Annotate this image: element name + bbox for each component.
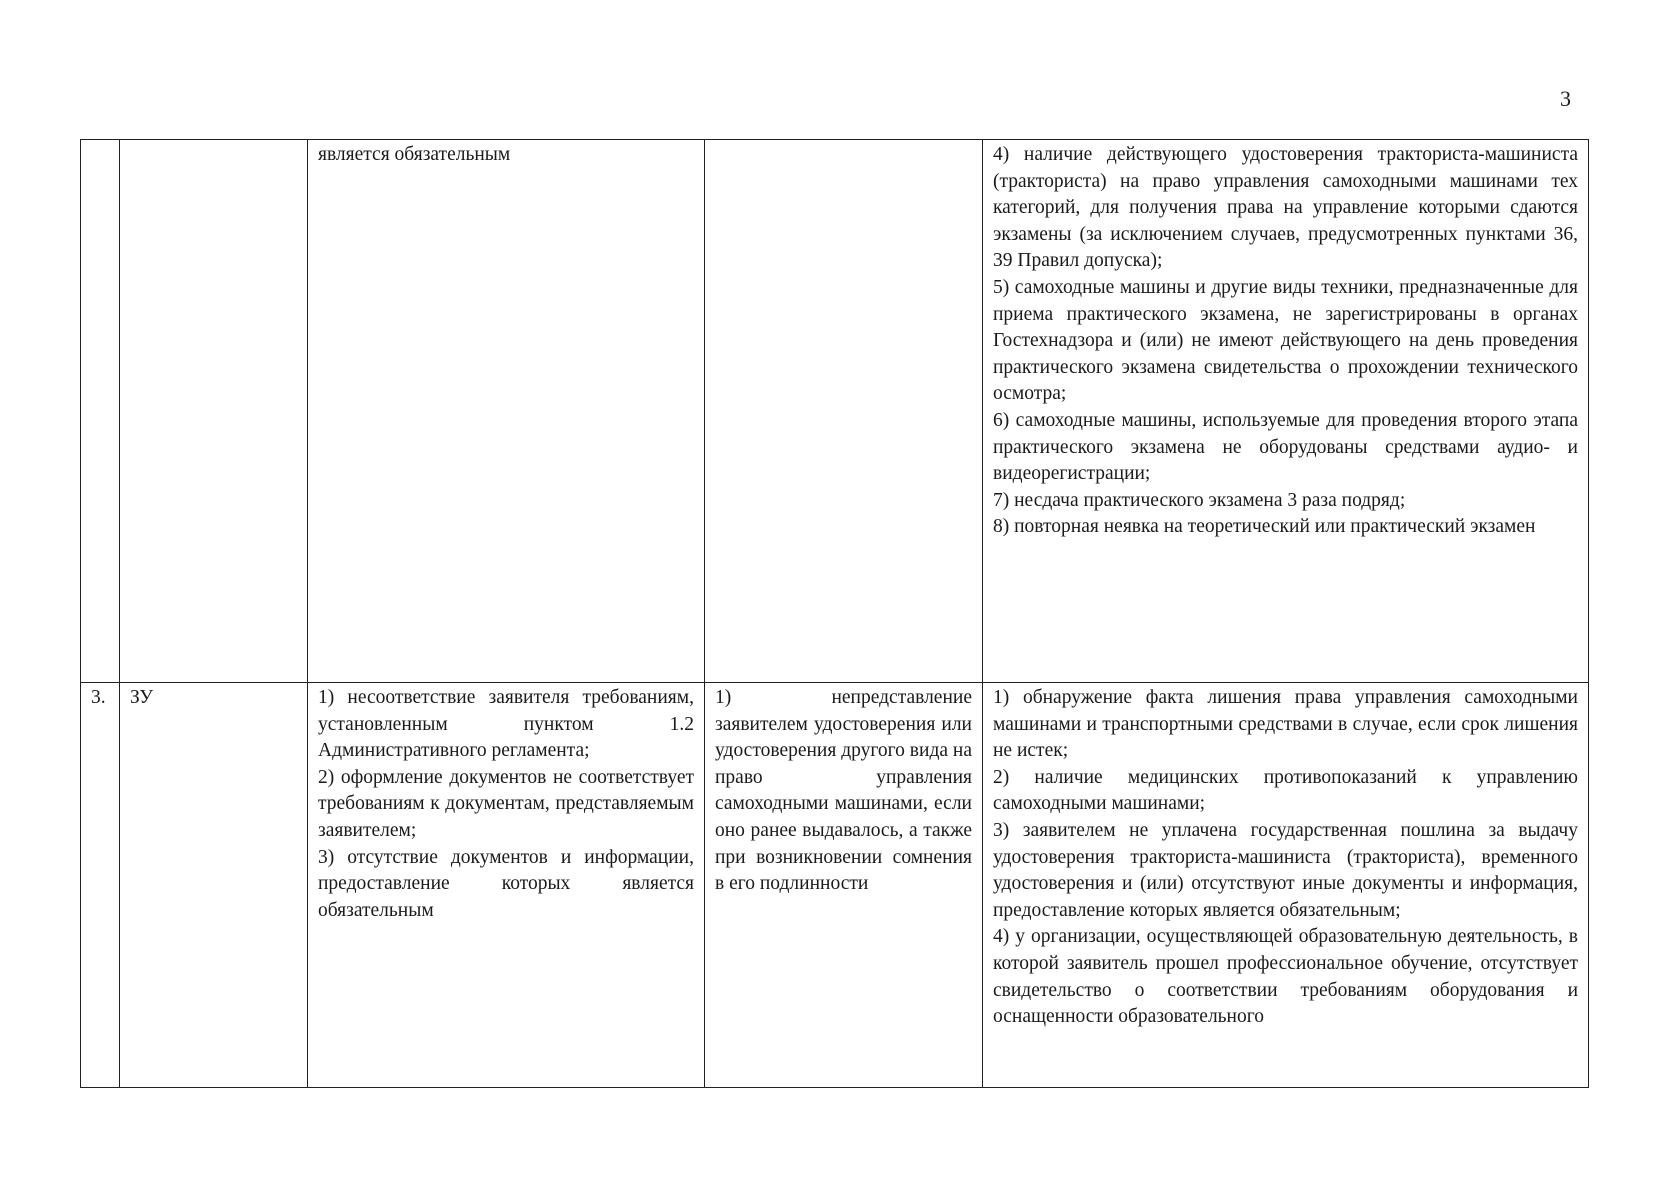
cell-paragraph: 5) самоходные машины и другие виды техники, предназначенные для приема практического экзамена, не зарегистрированы в органах Гостехнадзора и (или) не имеют действующего на день проведения практического экзамена свидетельства о прохождении технического осмотра; [993,276,1578,405]
cell-paragraph: 1) обнаружение факта лишения права управления самоходными машинами и транспортными средствами в случае, если срок лишения не истек; [993,687,1578,762]
column-3-cell [308,140,705,683]
cell-paragraph: 7) несдача практического экзамена 3 раза подряд; [993,489,1406,511]
column-5-cell [983,683,1589,1088]
table-row [81,140,1589,683]
cell-paragraph: 2) оформление документов не соответствует требованиям к документам, представляемым заявителем; [318,766,694,841]
row-code-cell: ЗУ [120,683,308,1088]
cell-paragraph: 4) у организации, осуществляющей образовательную деятельность, в которой заявитель прошел профессиональное обучение, отсутствует свидетельство о соответствии требованиям оборудования и оснащенности образовательного [993,926,1578,1028]
row-code-cell [120,140,308,683]
column-5-cell [983,140,1589,683]
cell-paragraph: 2) наличие медицинских противопоказаний к управлению самоходными машинами; [993,766,1578,815]
row-number-cell [81,140,120,683]
column-4-cell [705,140,983,683]
table-row [81,683,1589,1088]
grounds-table [80,139,1589,1088]
cell-paragraph: 8) повторная неявка на теоретический или практический экзамен [993,516,1536,538]
cell-paragraph: 1) несоответствие заявителя требованиям, установленным пунктом 1.2 Административного регламента; [318,687,694,762]
cell-paragraph: 4) наличие действующего удостоверения тракториста-машиниста (тракториста) на право управления самоходными машинами тех категорий, для получения права на управление которыми сдаются экзамены (за исключением случаев, предусмотренных пунктами 36, 39 Правил допуска); [993,144,1578,272]
column-3-cell [308,683,705,1088]
column-4-cell [705,683,983,1088]
page-number: 3 [1560,86,1571,111]
cell-paragraph: 3) отсутствие документов и информации, предоставление которых является обязательным [318,846,694,921]
row-number-cell: 3. [81,683,120,1088]
cell-paragraph: 1) непредставление заявителем удостоверения или удостоверения другого вида на право управления самоходными машинами, если оно ранее выдавалось, а также при возникновении сомнения в его подлинности [715,687,972,895]
cell-paragraph: является обязательным [318,144,511,165]
cell-paragraph: 6) самоходные машины, используемые для проведения второго этапа практического экзамена не оборудованы средствами аудио- и видеорегистрации; [993,409,1578,485]
cell-paragraph: 3) заявителем не уплачена государственная пошлина за выдачу удостоверения тракториста-машиниста (тракториста), временного удостоверения и (или) отсутствуют иные документы и информация, предоставление которых является обязательным; [993,819,1578,921]
